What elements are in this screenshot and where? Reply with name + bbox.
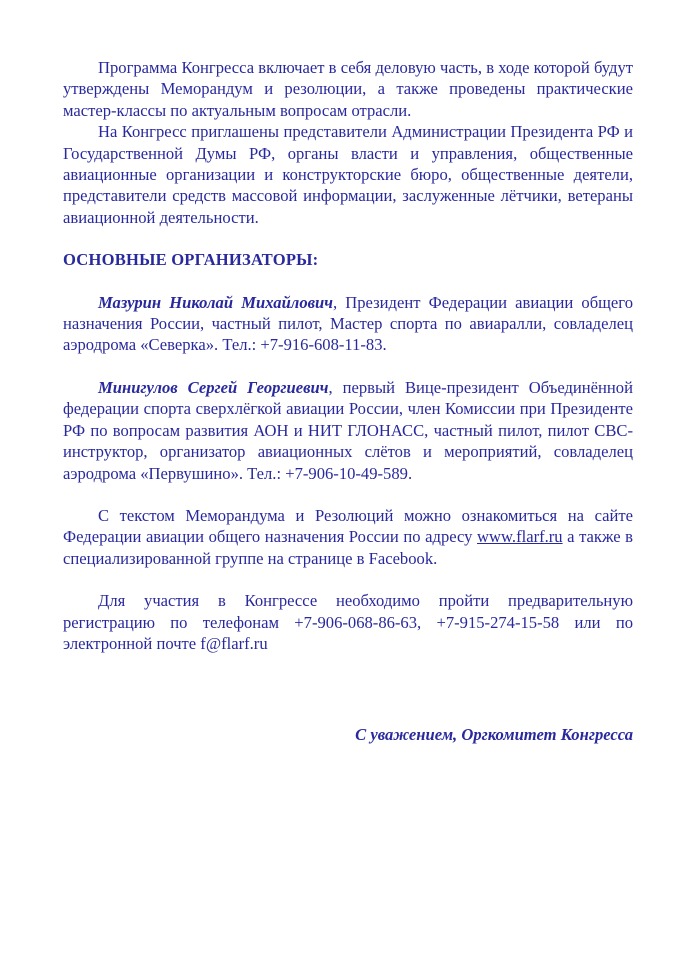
section-heading-main-organizers: ОСНОВНЫЕ ОРГАНИЗАТОРЫ:	[63, 250, 319, 270]
paragraph-organizer-minigulov	[63, 377, 633, 484]
organizer-name-mazurin: Мазурин Николай Михайлович	[98, 292, 333, 312]
organizer-details-mazurin: , Президент Федерации авиации общего назначения России, частный пилот, Мастер спорта по авиаралли, совладелец аэродрома «Северка». Тел.: +7-916-608-11-83.	[63, 292, 633, 355]
signature-congress-committee: С уважением, Оргкомитет Конгресса	[355, 725, 633, 745]
memorandum-text-after-link: а также в специализированной группе на странице в Facebook.	[63, 527, 634, 568]
paragraph-memorandum-info	[63, 505, 633, 569]
flarf-website-link[interactable]: www.flarf.ru	[477, 527, 563, 547]
paragraph-registration-info: Для участия в Конгрессе необходимо пройти предварительную регистрацию по телефонам +7-906-068-86-63, +7-915-274-15-58 или по электронной почте f@flarf.ru	[63, 591, 633, 653]
organizer-details-minigulov: , первый Вице-президент Объединённой федерации спорта сверхлёгкой авиации России, член Комиссии при Президенте РФ по вопросам развития АОН и НИТ ГЛОНАСС, частный пилот, пилот СВС-инструктор, организатор авиационных слётов и мероприятий, совладелец аэродрома «Первушино». Тел.: +7-906-10-49-589.	[63, 377, 633, 483]
paragraph-congress-invitees: На Конгресс приглашены представители Администрации Президента РФ и Государственной Думы РФ, органы власти и управления, общественные авиационные организации и конструкторские бюро, общественные деятели, представители средств массовой информации, заслуженные лётчики, ветераны авиационной деятельности.	[63, 122, 633, 227]
memorandum-text-before-link: С текстом Меморандума и Резолюций можно ознакомиться на сайте Федерации авиации общего назначения России по адресу	[63, 505, 633, 547]
paragraph-congress-program: Программа Конгресса включает в себя деловую часть, в ходе которой будут утверждены Меморандум и резолюции, а также проведены практические мастер-классы по актуальным вопросам отрасли.	[63, 58, 633, 120]
paragraph-organizer-mazurin	[63, 292, 633, 356]
organizer-name-minigulov: Минигулов Сергей Георгиевич	[98, 377, 329, 397]
